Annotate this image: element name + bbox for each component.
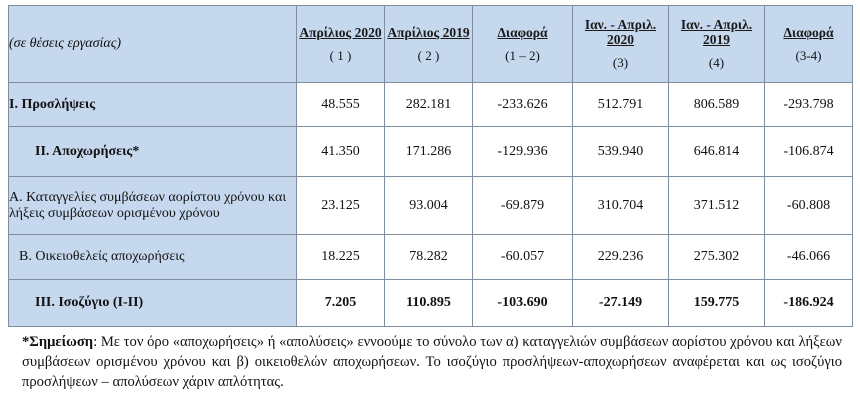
table-cell: 310.704 <box>573 177 669 235</box>
table-cell: 539.940 <box>573 127 669 177</box>
header-title: Ιαν. - Απριλ. 2019 <box>680 17 753 47</box>
row-label: ΙΙ. Αποχωρήσεις* <box>9 127 297 177</box>
header-title: Απρίλιος 2019 <box>387 24 470 40</box>
table-row <box>9 127 853 177</box>
header-title: Διαφορά <box>783 24 834 40</box>
row-label: Ι. Προσλήψεις <box>9 83 297 127</box>
header-sub: (1 – 2) <box>505 47 540 63</box>
table-row <box>9 83 853 127</box>
table-cell: -46.066 <box>765 235 853 280</box>
header-title: Διαφορά <box>497 24 548 40</box>
table-cell: 78.282 <box>385 235 473 280</box>
header-sub: (3) <box>612 55 629 70</box>
table-cell: -233.626 <box>473 83 573 127</box>
row-label: ΙΙΙ. Ισοζύγιο (Ι-ΙΙ) <box>9 280 297 327</box>
employment-table <box>8 5 853 327</box>
table-cell: 512.791 <box>573 83 669 127</box>
table-cell: 48.555 <box>297 83 385 127</box>
table-cell: -69.879 <box>473 177 573 235</box>
row-label: Β. Οικειοθελείς αποχωρήσεις <box>9 235 297 280</box>
table-cell: 41.350 <box>297 127 385 177</box>
table-cell: 229.236 <box>573 235 669 280</box>
table-cell: -129.936 <box>473 127 573 177</box>
table-cell: 159.775 <box>669 280 765 327</box>
table-cell: 110.895 <box>385 280 473 327</box>
table-cell: -60.808 <box>765 177 853 235</box>
header-sub: (3-4) <box>795 47 822 63</box>
header-row <box>9 6 853 83</box>
header-title: Ιαν. - Απριλ. 2020 <box>584 17 657 47</box>
table-cell: -27.149 <box>573 280 669 327</box>
table-cell: 18.225 <box>297 235 385 280</box>
header-col-2 <box>385 6 473 83</box>
table-row <box>9 177 853 235</box>
table-cell: 646.814 <box>669 127 765 177</box>
header-sub: ( 2 ) <box>417 47 440 63</box>
table-cell: -186.924 <box>765 280 853 327</box>
table-cell: -103.690 <box>473 280 573 327</box>
table-cell: 7.205 <box>297 280 385 327</box>
table-cell: 93.004 <box>385 177 473 235</box>
table-cell: 171.286 <box>385 127 473 177</box>
table-cell: -60.057 <box>473 235 573 280</box>
table-cell: 23.125 <box>297 177 385 235</box>
header-col-1 <box>297 6 385 83</box>
table-cell: -293.798 <box>765 83 853 127</box>
footnote <box>22 332 842 392</box>
footnote-label: *Σημείωση <box>22 334 94 350</box>
header-sub: ( 1 ) <box>329 47 352 63</box>
table-row <box>9 235 853 280</box>
table-row <box>9 280 853 327</box>
table-cell: 806.589 <box>669 83 765 127</box>
header-sub: (4) <box>708 55 725 70</box>
header-col-6 <box>765 6 853 83</box>
header-title: Απρίλιος 2020 <box>299 24 382 40</box>
table-cell: 275.302 <box>669 235 765 280</box>
header-col-4 <box>573 6 669 83</box>
header-col-3 <box>473 6 573 83</box>
table-cell: 282.181 <box>385 83 473 127</box>
footnote-text: : Με τον όρο «αποχωρήσεις» ή «απολύσεις» εννοούμε το σύνολο των α) καταγγελιών συμβάσεων αορίστου χρόνου και λήξεων συμβάσεων ορισμένου χρόνου και β) οικειοθελών αποχωρήσεων. Το ισοζύγιο προσλήψεων-αποχωρήσεων αναφέρεται και ως ισοζύγιο προσλήψεων – απολύσεων χάριν απλότητας. <box>22 334 842 390</box>
row-label: Α. Καταγγελίες συμβάσεων αορίστου χρόνου και λήξεις συμβάσεων ορισμένου χρόνου <box>9 177 297 235</box>
table-cell: 371.512 <box>669 177 765 235</box>
table-cell: -106.874 <box>765 127 853 177</box>
header-col-5 <box>669 6 765 83</box>
unit-label: (σε θέσεις εργασίας) <box>9 6 297 83</box>
